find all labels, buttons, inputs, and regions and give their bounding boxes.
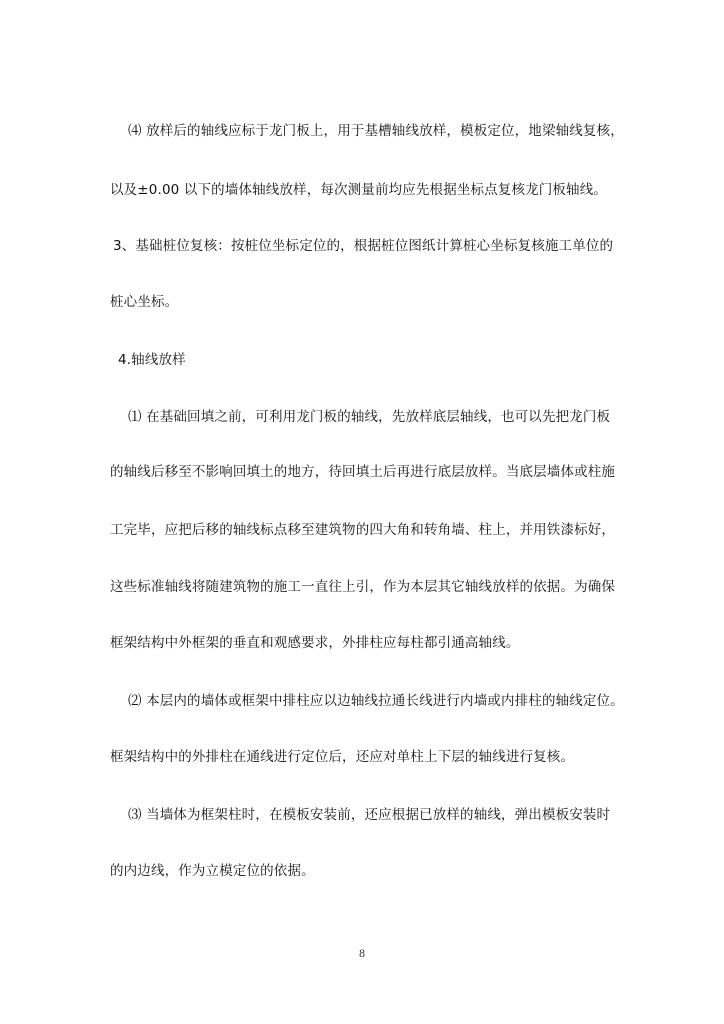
paragraph-line-1: ⑷ 放样后的轴线应标于龙门板上，用于基槽轴线放样，模板定位，地梁轴线复核， xyxy=(128,123,624,139)
paragraph-line-7: 的轴线后移至不影响回填土的地方，待回填土后再进行底层放样。当底层墙体或柱施 xyxy=(110,464,616,480)
paragraph-line-13: ⑶ 当墙体为框架柱时，在模板安装前，还应根据已放样的轴线，弹出模板安装时 xyxy=(128,807,611,823)
paragraph-line-8: 工完毕，应把后移的轴线标点移至建筑物的四大角和转角墙、柱上，并用铁漆标好， xyxy=(110,522,616,538)
paragraph-line-10: 框架结构中外框架的垂直和观感要求，外排柱应每柱都引通高轴线。 xyxy=(110,635,520,651)
page-number: 8 xyxy=(358,949,366,960)
paragraph-line-12: 框架结构中的外排柱在通线进行定位后，还应对单柱上下层的轴线进行复核。 xyxy=(110,749,575,765)
paragraph-line-14: 的内边线，作为立模定位的依据。 xyxy=(110,863,315,879)
section-3-heading-line: 3、基础桩位复核：按桩位坐标定位的，根据桩位图纸计算桩心坐标复核施工单位的 xyxy=(113,238,614,254)
section-4-heading: 4.轴线放样 xyxy=(118,352,186,368)
paragraph-line-4: 桩心坐标。 xyxy=(110,294,179,310)
paragraph-line-6: ⑴ 在基础回填之前，可利用龙门板的轴线，先放样底层轴线，也可以先把龙门板 xyxy=(128,409,611,425)
paragraph-line-11: ⑵ 本层内的墙体或框架中排柱应以边轴线拉通长线进行内墙或内排柱的轴线定位。 xyxy=(128,693,624,709)
paragraph-line-9: 这些标准轴线将随建筑物的施工一直往上引，作为本层其它轴线放样的依据。为确保 xyxy=(110,579,616,595)
paragraph-line-2: 以及±0.00 以下的墙体轴线放样，每次测量前均应先根据坐标点复核龙门板轴线。 xyxy=(110,182,608,198)
